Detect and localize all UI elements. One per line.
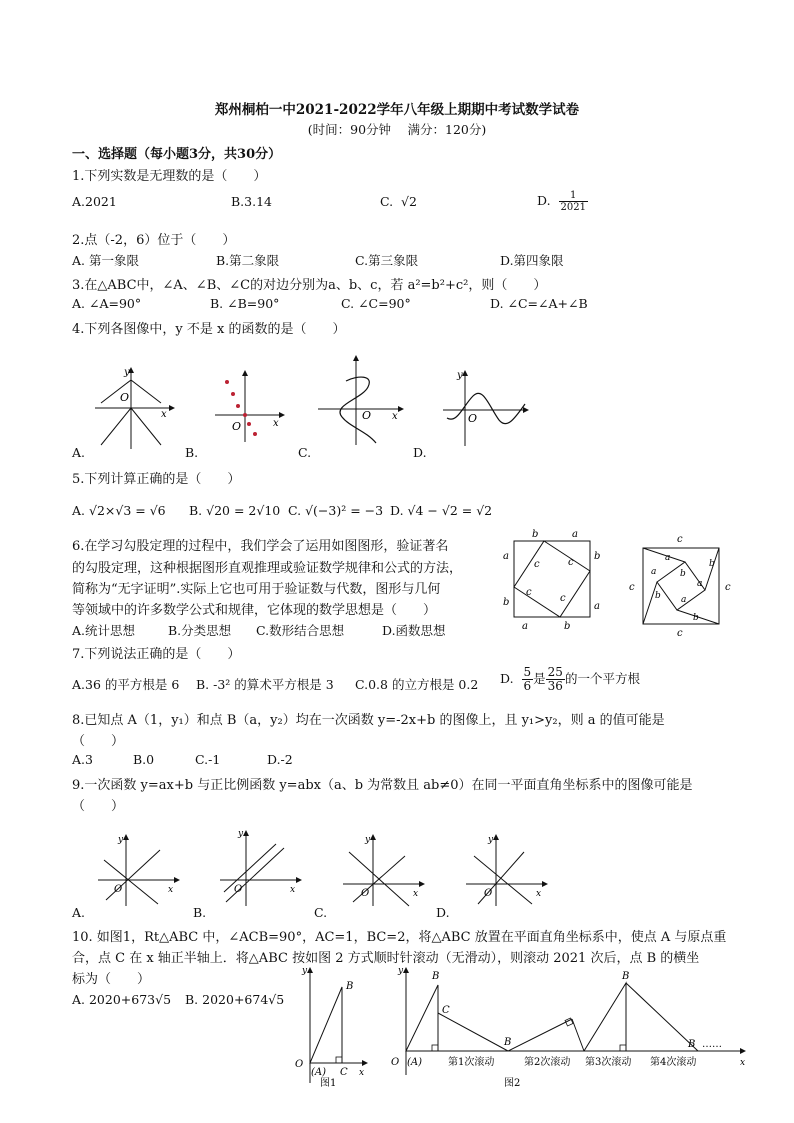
svg-text:y: y [365, 835, 371, 845]
q6-pythagoras-figure-2 [625, 532, 735, 638]
q1-option-d: D. $\frac{1}{2021}$ [537, 190, 586, 213]
q3-option-d: D. ∠C=∠A+∠B [490, 296, 588, 311]
svg-text:a: a [681, 595, 687, 605]
svg-text:y: y [124, 367, 130, 378]
q10-option-b: B. 2020+674√5 [185, 992, 285, 1007]
svg-text:a: a [594, 601, 600, 612]
svg-text:x: x [413, 889, 419, 899]
svg-text:O: O [391, 1057, 400, 1068]
svg-text:a: a [572, 529, 578, 540]
q4-stem: 4.下列各图像中，y 不是 x 的函数的是（ ） [72, 322, 346, 337]
q9-line-1: 9.一次函数 y=ax+b 与正比例函数 y=abx（a、b 为常数且 ab≠0）在同一平面直角坐标系中的图像可能是 [72, 778, 693, 793]
svg-text:a: a [522, 621, 528, 632]
svg-text:a: a [665, 553, 671, 563]
svg-text:B: B [504, 1037, 512, 1048]
q7-option-a: A.36 的平方根是 6 [72, 677, 180, 692]
svg-text:C: C [340, 1067, 348, 1078]
q4-graph-d [443, 368, 533, 448]
svg-text:图1: 图1 [320, 1078, 337, 1089]
svg-text:x: x [290, 885, 296, 895]
svg-text:c: c [560, 593, 566, 604]
svg-text:b: b [655, 591, 661, 601]
svg-text:y: y [118, 835, 124, 845]
page-title: 郑州桐柏一中2021-2022学年八年级上期期中考试数学试卷 [214, 102, 580, 118]
q7-stem: 7.下列说法正确的是（ ） [72, 647, 241, 662]
svg-text:c: c [725, 582, 731, 593]
svg-text:a: a [503, 551, 509, 562]
svg-text:O: O [232, 420, 242, 433]
q9-label-c: C. [314, 905, 328, 920]
q6-option-b: B.分类思想 [168, 623, 232, 638]
q8-option-b: B.0 [133, 752, 155, 767]
q1-option-b: B.3.14 [231, 194, 272, 209]
svg-text:O: O [234, 884, 243, 895]
q9-graph-a [98, 832, 183, 907]
svg-text:O: O [120, 391, 130, 404]
q4-label-a: A. [72, 445, 86, 460]
svg-text:y: y [238, 829, 244, 839]
svg-text:O: O [114, 884, 123, 895]
svg-text:(A): (A) [311, 1067, 327, 1078]
q7-option-d: D. $\frac{5}{6}$ 是 $\frac{25}{36}$ 的一个平方根 [500, 665, 640, 693]
q2-option-d: D.第四象限 [500, 253, 564, 268]
svg-text:a: a [651, 567, 657, 577]
svg-text:B: B [432, 971, 440, 982]
svg-text:c: c [629, 582, 635, 593]
q5-stem: 5.下列计算正确的是（ ） [72, 472, 241, 487]
svg-text:y: y [488, 835, 494, 845]
q6-option-a: A.统计思想 [72, 623, 136, 638]
q10-option-a: A. 2020+673√5 [72, 992, 172, 1007]
svg-text:b: b [503, 597, 510, 608]
q8-line-1: 8.已知点 A（1，y₁）和点 B（a，y₂）均在一次函数 y=-2x+b 的图像上，且 y₁>y₂，则 a 的值可能是 [72, 713, 665, 728]
svg-text:C: C [442, 1005, 450, 1016]
svg-text:O: O [361, 888, 370, 899]
q4-label-c: C. [298, 445, 312, 460]
q3-stem: 3.在△ABC中，∠A、∠B、∠C的对边分别为a、b、c，若 a²=b²+c²，则（ ） [72, 278, 547, 293]
svg-text:y: y [457, 370, 463, 381]
q2-option-a: A. 第一象限 [72, 253, 139, 268]
q7-option-c: C.0.8 的立方根是 0.2 [355, 677, 479, 692]
svg-text:x: x [273, 418, 279, 429]
svg-text:b: b [594, 551, 601, 562]
svg-text:c: c [526, 587, 532, 598]
section-heading: 一、选择题（每小题3分，共30分） [72, 147, 282, 162]
q9-graph-b [220, 828, 305, 908]
q10-line-3: 标为（ ） [72, 972, 151, 987]
svg-text:x: x [536, 889, 542, 899]
q5-option-c: C. √(−3)² = −3 [288, 503, 384, 518]
svg-text:b: b [680, 569, 686, 579]
svg-text:(A): (A) [407, 1057, 423, 1068]
q4-label-d: D. [413, 445, 427, 460]
q9-line-2: （ ） [72, 799, 125, 814]
svg-text:c: c [677, 534, 683, 545]
svg-text:c: c [534, 559, 540, 570]
q8-option-a: A.3 [72, 752, 93, 767]
svg-text:B: B [688, 1039, 696, 1050]
svg-text:c: c [568, 557, 574, 568]
svg-text:x: x [359, 1068, 365, 1078]
q9-label-d: D. [436, 905, 450, 920]
q6-line-3: 简称为“无字证明”.实际上它也可用于验证数与代数，图形与几何 [72, 582, 441, 597]
svg-text:……: …… [702, 1039, 722, 1050]
svg-text:x: x [161, 409, 167, 420]
q9-label-a: A. [72, 905, 86, 920]
q10-line-2: 合，点 C 在 x 轴正半轴上．将△ABC 按如图 2 方式顺时针滚动（无滑动），则滚动 2021 次后，点 B 的横坐 [72, 951, 700, 966]
q1-stem: 1.下列实数是无理数的是（ ） [72, 169, 267, 184]
q5-option-d: D. √4 − √2 = √2 [390, 503, 493, 518]
q3-option-c: C. ∠C=90° [341, 296, 411, 311]
svg-text:x: x [392, 411, 398, 422]
svg-text:c: c [677, 628, 683, 638]
q6-line-4: 等领域中的许多数学公式和规律，它体现的数学思想是（ ） [72, 603, 437, 618]
svg-text:第1次滚动: 第1次滚动 [448, 1057, 495, 1068]
exam-info: (时间：90分钟 满分：120分) [307, 122, 487, 137]
q4-graph-c [318, 353, 408, 448]
q3-option-b: B. ∠B=90° [210, 296, 280, 311]
q10-figure-1 [290, 965, 370, 1090]
q6-option-c: C.数形结合思想 [256, 623, 345, 638]
q9-graph-c [343, 832, 428, 907]
q4-graph-b [215, 370, 290, 445]
q8-option-c: C.-1 [195, 752, 221, 767]
svg-text:O: O [362, 409, 372, 422]
q9-label-b: B. [193, 905, 207, 920]
q6-line-2: 的勾股定理，这种根据图形直观推理或验证数学规律和公式的方法， [72, 561, 463, 576]
q8-option-d: D.-2 [267, 752, 293, 767]
q1-option-c: C. √2 [380, 194, 417, 209]
svg-text:y: y [398, 966, 404, 976]
q6-line-1: 6.在学习勾股定理的过程中，我们学会了运用如图图形，验证著名 [72, 539, 449, 554]
svg-text:x: x [740, 1058, 746, 1068]
q9-graph-d [466, 832, 551, 907]
q2-option-b: B.第二象限 [216, 253, 280, 268]
q5-option-b: B. √20 = 2√10 [189, 503, 281, 518]
q1-option-a: A.2021 [72, 194, 117, 209]
q6-option-d: D.函数思想 [382, 623, 446, 638]
svg-text:O: O [295, 1059, 304, 1070]
svg-text:b: b [564, 621, 571, 632]
svg-text:B: B [346, 981, 354, 992]
q10-figure-2 [386, 965, 751, 1090]
svg-text:a: a [697, 579, 703, 589]
q4-graph-a [95, 365, 175, 450]
q2-option-c: C.第三象限 [355, 253, 419, 268]
svg-text:x: x [168, 885, 174, 895]
svg-text:第4次滚动: 第4次滚动 [650, 1057, 697, 1068]
svg-text:O: O [468, 412, 478, 425]
svg-text:b: b [693, 613, 699, 623]
svg-text:y: y [302, 966, 308, 976]
q3-option-a: A. ∠A=90° [72, 296, 142, 311]
svg-text:第2次滚动: 第2次滚动 [524, 1057, 571, 1068]
svg-text:b: b [709, 559, 715, 569]
q5-option-a: A. √2×√3 = √6 [72, 503, 166, 518]
q10-line-1: 10. 如图1，Rt△ABC 中，∠ACB=90°，AC=1，BC=2，将△ABC 放置在平面直角坐标系中，使点 A 与原点重 [72, 930, 727, 945]
q4-label-b: B. [185, 445, 199, 460]
svg-text:b: b [532, 529, 539, 540]
svg-text:B: B [622, 971, 630, 982]
q7-option-b: B. -3² 的算术平方根是 3 [196, 677, 334, 692]
q6-pythagoras-figure-1 [498, 525, 608, 635]
svg-text:图2: 图2 [504, 1078, 521, 1089]
q8-line-2: （ ） [72, 734, 125, 749]
svg-text:第3次滚动: 第3次滚动 [585, 1057, 632, 1068]
q2-stem: 2.点（-2，6）位于（ ） [72, 233, 236, 248]
svg-text:O: O [484, 888, 493, 899]
